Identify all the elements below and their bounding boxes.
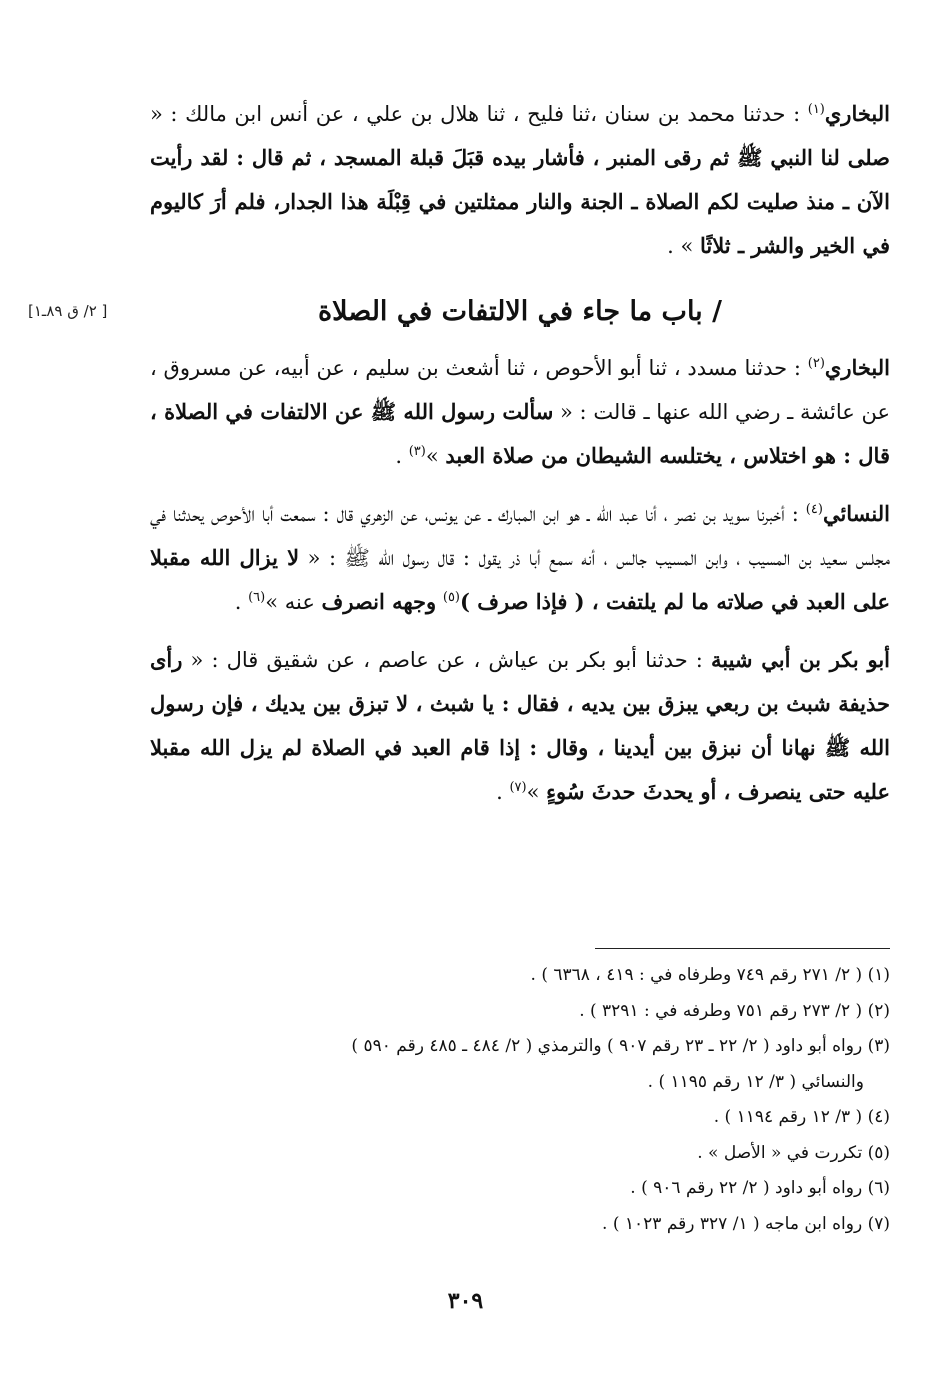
hadith-text: لا يزال الله مقبلا على العبد في صلاته ما لم يلتفت ، ( فإذا صرف ) (150, 545, 890, 614)
chapter-heading-row (150, 282, 890, 342)
footnote-divider (595, 948, 890, 949)
footnote-reference: (٧) (509, 780, 527, 795)
footnote-4: (٤) ( ٣/ ١٢ رقم ١١٩٤ ) . (713, 1107, 890, 1127)
isnad-text: : حدثنا محمد بن سنان ،ثنا فليح ، ثنا هلال بن علي ، عن أنس ابن مالك : « (150, 102, 801, 126)
hadith-paragraph-3 (150, 492, 890, 624)
footnote-7: (٧) رواه ابن ماجه ( ١/ ٣٢٧ رقم ١٠٢٣ ) . (602, 1213, 890, 1234)
narrator-source-name: البخاري (824, 355, 890, 380)
closing-quote: » (425, 444, 439, 468)
manuscript-margin-reference: [ ٢/ ق ٨٩ـ١] (28, 302, 108, 320)
footnote-reference: (٣) (408, 444, 426, 459)
footnote-reference: (١) (807, 102, 825, 117)
footnote-reference: (٦) (248, 590, 266, 605)
footnotes (150, 958, 890, 1242)
sentence-end: . (234, 590, 242, 614)
footnote-5: (٥) تكررت في « الأصل » . (697, 1142, 890, 1163)
hadith-paragraph-1 (150, 92, 890, 268)
hadith-text: سألت رسول الله ﷺ عن الالتفات في الصلاة ، قال : هو اختلاس ، يختلسه الشيطان من صلاة العبد (150, 399, 890, 468)
narrator-source-name: النسائي (822, 501, 890, 526)
isnad-text: : أخبرنا سويد بن نصر ، أنا عبد الله ـ هو ابن المبارك ـ عن يونس، عن الزهري قال : سمعت أبا الأحوص يحدثنا في مجلس سعيد بن المسيب ، وابن المسيب جالس ، أنه سمع أبا ذر يقول : قال رسول الله ﷺ : « (150, 502, 890, 570)
hadith-paragraph-4 (150, 638, 890, 814)
narrator-source-name: أبو بكر بن أبي شيبة (710, 647, 890, 672)
footnote-1: (١) ( ٢/ ٢٧١ رقم ٧٤٩ وطرفاه في : ٤١٩ ، ٦٣٦٨ ) . (530, 965, 890, 985)
closing-quote: عنه » (265, 590, 315, 614)
page-number: ٣٠٩ (447, 1288, 484, 1314)
isnad-text: : حدثنا مسدد ، ثنا أبو الأحوص ، ثنا أشعث بن سليم ، عن أبيه، عن مسروق ، عن عائشة ـ رضي الله عنها ـ قالت : « (150, 356, 890, 424)
hadith-text-continued: وجهه انصرف (321, 589, 437, 614)
hadith-text: رأى حذيفة شبث بن ربعي يبزق بين يديه ، فقال : يا شبث ، لا تبزق بين يديك ، فإن رسول الله ﷺ نهانا أن نبزق بين أيدينا ، وقال : إذا قام العبد في الصلاة لم يزل الله مقبلا عليه حتى ينصرف ، أو يحدثَ حدثَ سُوءٍ (150, 647, 890, 804)
footnote-6: (٦) رواه أبو داود ( ٢/ ٢٢ رقم ٩٠٦ ) . (630, 1178, 890, 1198)
hadith-paragraph-2 (150, 346, 890, 478)
footnote-2: (٢) ( ٢/ ٢٧٣ رقم ٧٥١ وطرفه في : ٣٢٩١ ) . (579, 1000, 890, 1021)
footnote-3: (٣) رواه أبو داود ( ٢/ ٢٢ ـ ٢٣ رقم ٩٠٧ ) والترمذي ( ٢/ ٤٨٤ ـ ٤٨٥ رقم ٥٩٠ ) (351, 1036, 890, 1056)
sentence-end: . (496, 780, 503, 804)
narrator-source-name: البخاري (824, 101, 890, 126)
footnote-reference: (٤) (805, 502, 823, 517)
footnote-reference: (٢) (807, 356, 825, 371)
chapter-heading: / باب ما جاء في الالتفات في الصلاة (318, 296, 722, 327)
main-text (150, 92, 890, 828)
sentence-end: . (395, 444, 402, 468)
closing-quote: » (526, 780, 540, 804)
isnad-text: : حدثنا أبو بكر بن عياش ، عن عاصم ، عن شقيق قال : « (190, 648, 703, 672)
closing-quote: » . (667, 234, 694, 258)
hadith-text: صلى لنا النبي ﷺ ثم رقى المنبر ، فأشار بيده قبَلَ قبلة المسجد ، ثم قال : لقد رأيت الآن ـ منذ صليت لكم الصلاة ـ الجنة والنار ممثلتين في قِبْلَة هذا الجدار، فلم أرَ كاليوم في الخير والشر ـ ثلاثًا (150, 145, 890, 258)
footnote-reference: (٥) (442, 590, 460, 605)
footnote-3-continued: والنسائي ( ٣/ ١٢ رقم ١١٩٥ ) . (647, 1071, 864, 1092)
